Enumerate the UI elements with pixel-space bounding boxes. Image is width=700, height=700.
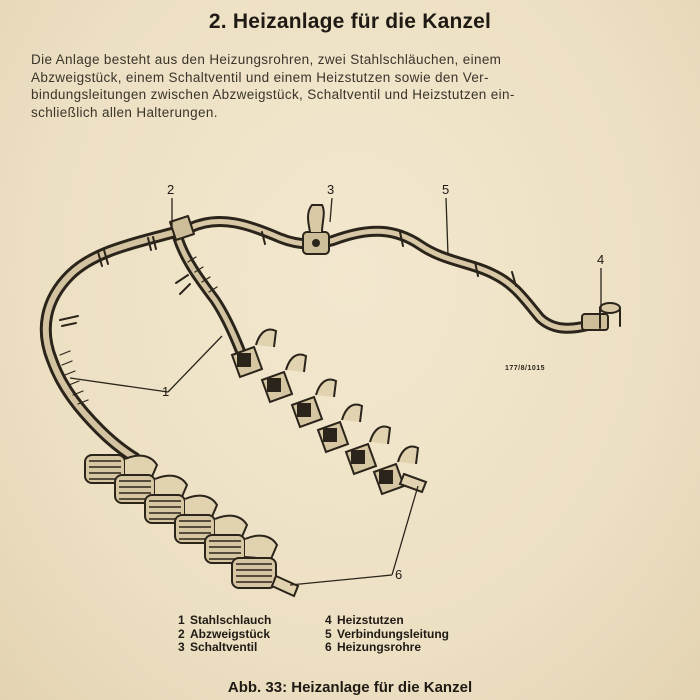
switching-valve bbox=[303, 205, 329, 254]
intro-line: bindungsleitungen zwischen Abzweigstück, Schaltventil und Heizstutzen ein- bbox=[31, 87, 515, 102]
legend-item: 2 Abzweigstück bbox=[178, 626, 271, 641]
section-title: 2. Heizanlage für die Kanzel bbox=[208, 10, 492, 33]
legend-right bbox=[325, 614, 449, 655]
steel-hose-left bbox=[46, 232, 175, 458]
callout-3: 3 bbox=[327, 182, 335, 197]
leader-line bbox=[330, 198, 332, 222]
drawing-code: 177/8/1015 bbox=[505, 365, 546, 372]
callout-2: 2 bbox=[167, 182, 175, 197]
intro-paragraph bbox=[31, 51, 639, 121]
legend-item: 5 Verbindungsleitung bbox=[325, 626, 450, 641]
callout-5: 5 bbox=[442, 182, 450, 197]
heating-pipes-upper bbox=[232, 330, 426, 494]
figure-caption: Abb. 33: Heizanlage für die Kanzel bbox=[227, 679, 473, 696]
intro-line: schließlich allen Halterungen. bbox=[31, 104, 218, 120]
legend-item: 1 Stahlschlauch bbox=[178, 613, 272, 627]
leader-line bbox=[446, 198, 448, 255]
heating-system-illustration bbox=[0, 175, 700, 615]
legend-item: 3 Schaltventil bbox=[178, 640, 258, 654]
callout-6: 6 bbox=[395, 567, 403, 582]
leader-line bbox=[70, 336, 222, 392]
intro-line: Abzweigstück, einem Schaltventil und einem Heizstutzen sowie den Ver- bbox=[31, 69, 489, 85]
callout-1: 1 bbox=[162, 384, 170, 399]
legend-left bbox=[178, 614, 271, 655]
callout-4: 4 bbox=[597, 252, 605, 267]
intro-line: Die Anlage besteht aus den Heizungsrohren, zwei Stahlschläuchen, einem bbox=[31, 52, 502, 67]
legend-item: 4 Heizstutzen bbox=[325, 613, 404, 627]
heating-pipes-lower bbox=[85, 455, 298, 596]
legend-item: 6 Heizungsrohre bbox=[325, 640, 422, 654]
